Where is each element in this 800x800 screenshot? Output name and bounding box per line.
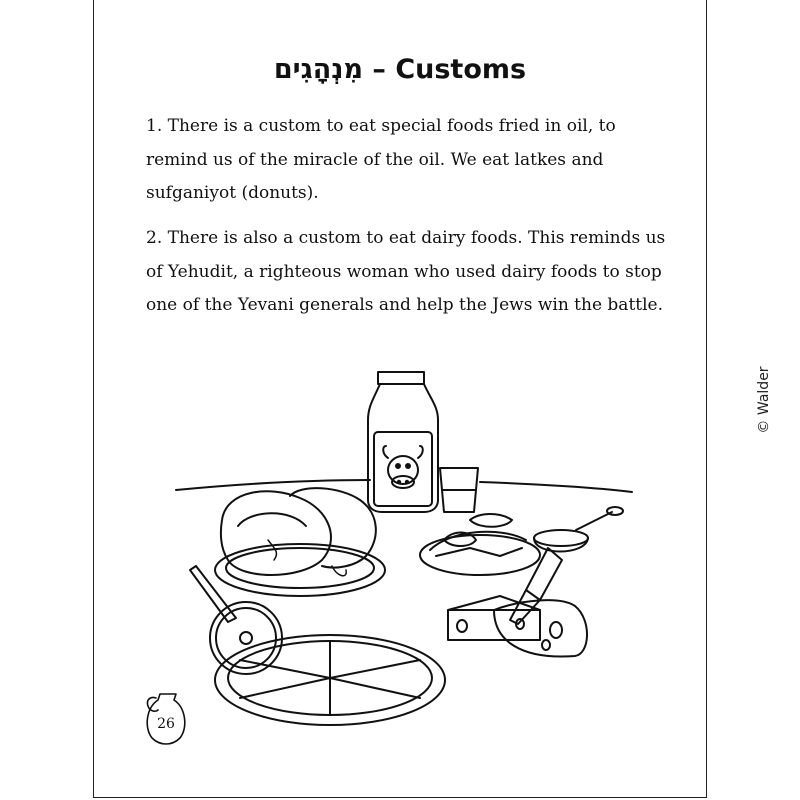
glass-icon [440,468,478,512]
table-edge [176,480,632,492]
latkes-plate [420,514,540,575]
cow-face-icon [383,446,423,488]
title-separator: – [372,54,386,85]
copyright-text: © Walder [756,366,772,434]
sour-cream-bowl-icon [534,507,623,552]
knife-icon [510,548,562,624]
title-hebrew: מִנְהָגִים [273,54,364,85]
custom-paragraph-1: 1. There is a custom to eat special foods fried in oil, to remind us of the miracle of the oil. We eat latkes and sufganiyot (donuts). [146,116,616,203]
title-english: Customs [395,54,527,85]
donuts-icon [221,488,376,576]
milk-bottle-icon [368,372,438,512]
pizza-icon [215,635,445,725]
custom-paragraph-2: 2. There is also a custom to eat dairy foods. This reminds us of Yehudit, a righteous woman who used dairy foods to stop one of the Yevani generals and help the Jews win the battle. [146,228,666,315]
page-number: 26 [157,716,175,732]
pizza-cutter-icon [190,566,282,674]
